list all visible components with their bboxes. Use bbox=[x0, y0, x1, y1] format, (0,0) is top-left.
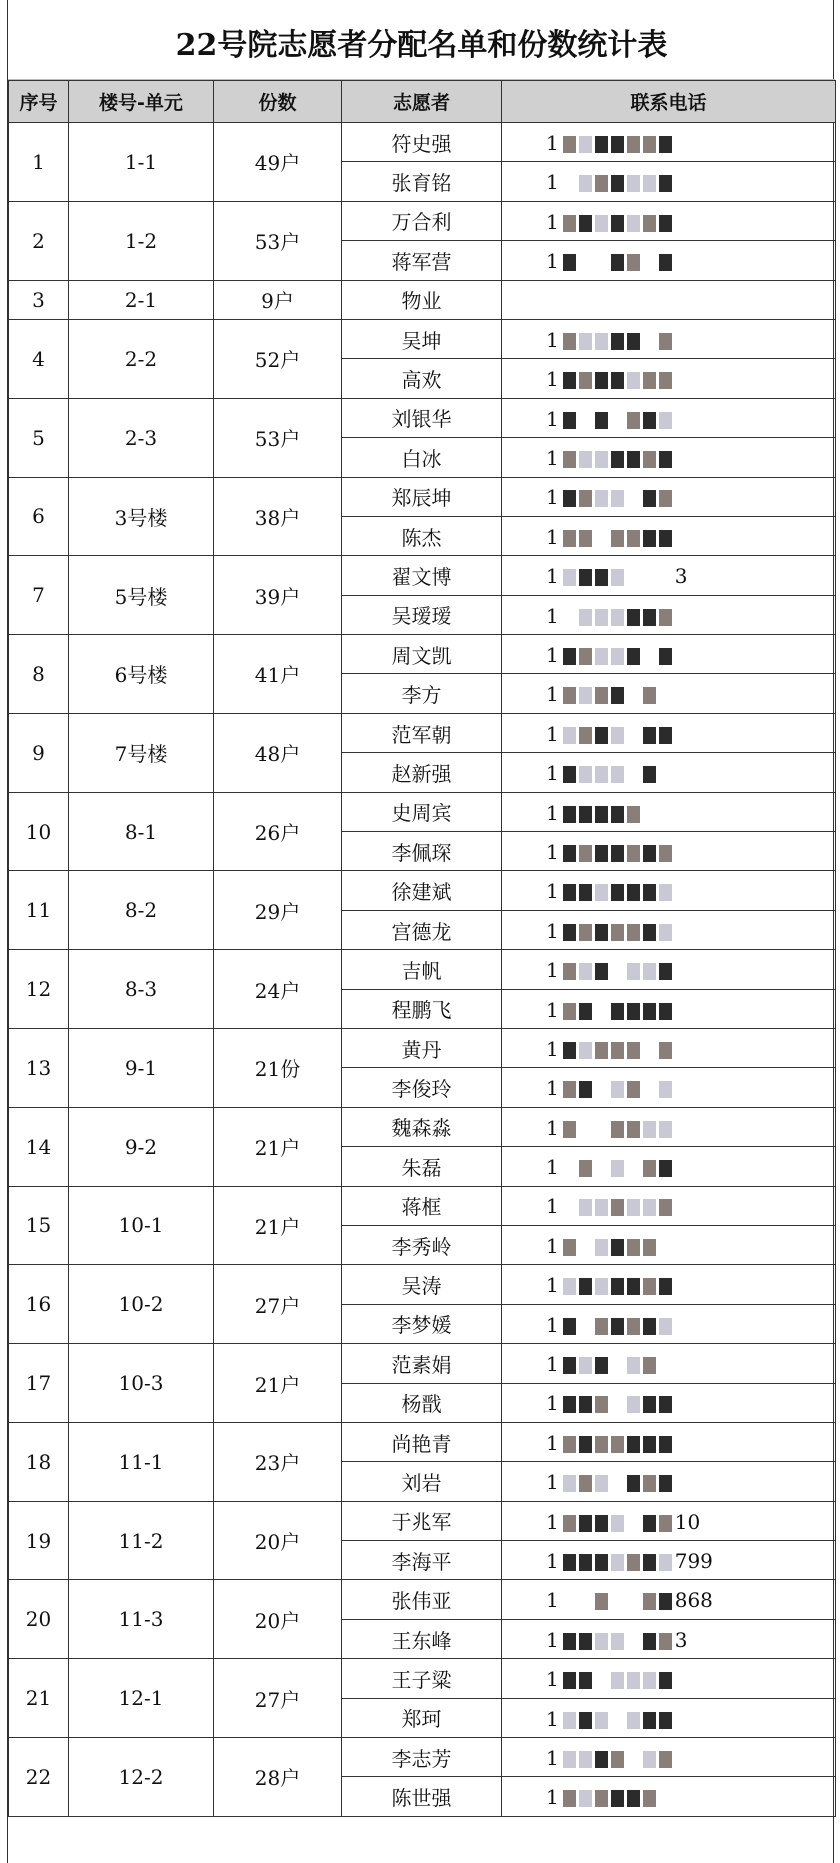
row-building: 3号楼 bbox=[69, 477, 214, 556]
row-count: 20户 bbox=[214, 1580, 342, 1659]
phone-redaction bbox=[563, 1785, 675, 1809]
volunteer-name: 李秀岭 bbox=[342, 1225, 502, 1264]
phone-leading-digit: 1 bbox=[546, 524, 559, 549]
phone-leading-digit: 1 bbox=[546, 446, 559, 471]
phone-leading-digit: 1 bbox=[546, 800, 559, 825]
row-building: 2-3 bbox=[69, 398, 214, 477]
row-building: 2-1 bbox=[69, 280, 214, 319]
phone-leading-digit: 1 bbox=[546, 721, 559, 746]
phone-redaction bbox=[563, 998, 675, 1022]
phone-cell bbox=[502, 1383, 836, 1422]
volunteer-name: 李佩琛 bbox=[342, 832, 502, 871]
row-building: 10-1 bbox=[69, 1186, 214, 1265]
phone-leading-digit: 1 bbox=[546, 879, 559, 904]
header-count: 份数 bbox=[214, 81, 342, 123]
row-building: 8-1 bbox=[69, 792, 214, 871]
phone-redaction bbox=[563, 485, 675, 509]
phone-leading-digit: 1 bbox=[546, 1352, 559, 1377]
volunteer-name: 刘银华 bbox=[342, 398, 502, 437]
header-volunteer: 志愿者 bbox=[342, 81, 502, 123]
volunteer-name: 周文凯 bbox=[342, 635, 502, 674]
header-phone: 联系电话 bbox=[502, 81, 836, 123]
table-row bbox=[9, 1422, 836, 1461]
volunteer-table-wrapper bbox=[8, 80, 835, 1817]
volunteer-name: 物业 bbox=[342, 280, 502, 319]
phone-leading-digit: 1 bbox=[546, 1036, 559, 1061]
volunteer-name: 李海平 bbox=[342, 1541, 502, 1580]
row-count: 21户 bbox=[214, 1107, 342, 1186]
phone-redaction bbox=[563, 722, 675, 746]
phone-redaction bbox=[563, 1076, 675, 1100]
row-index: 21 bbox=[9, 1659, 69, 1738]
phone-cell bbox=[502, 1659, 836, 1698]
row-building: 7号楼 bbox=[69, 713, 214, 792]
row-index: 19 bbox=[9, 1501, 69, 1580]
phone-cell bbox=[502, 438, 836, 477]
row-building: 11-1 bbox=[69, 1422, 214, 1501]
phone-redaction bbox=[563, 1549, 675, 1573]
row-index: 12 bbox=[9, 950, 69, 1029]
phone-leading-digit: 1 bbox=[546, 643, 559, 668]
phone-cell bbox=[502, 1422, 836, 1461]
header-row bbox=[9, 81, 836, 123]
table-row bbox=[9, 1580, 836, 1619]
phone-cell bbox=[502, 792, 836, 831]
volunteer-name: 陈世强 bbox=[342, 1777, 502, 1816]
phone-cell bbox=[502, 1344, 836, 1383]
phone-visible-suffix: 3 bbox=[674, 1627, 688, 1652]
phone-redaction bbox=[563, 1431, 675, 1455]
phone-redaction bbox=[563, 328, 675, 352]
row-count: 48户 bbox=[214, 713, 342, 792]
phone-cell bbox=[502, 516, 836, 555]
row-index: 17 bbox=[9, 1344, 69, 1423]
phone-cell bbox=[502, 1186, 836, 1225]
phone-redaction bbox=[563, 1667, 675, 1691]
volunteer-name: 高欢 bbox=[342, 359, 502, 398]
phone-visible-suffix: 10 bbox=[674, 1509, 701, 1534]
phone-leading-digit: 1 bbox=[546, 761, 559, 786]
phone-leading-digit: 1 bbox=[546, 1430, 559, 1455]
phone-leading-digit: 1 bbox=[546, 1233, 559, 1258]
phone-leading-digit: 1 bbox=[546, 327, 559, 352]
row-count: 27户 bbox=[214, 1265, 342, 1344]
row-index: 16 bbox=[9, 1265, 69, 1344]
row-count: 24户 bbox=[214, 950, 342, 1029]
phone-cell bbox=[502, 162, 836, 201]
row-index: 1 bbox=[9, 123, 69, 202]
phone-redaction bbox=[563, 840, 675, 864]
phone-redaction bbox=[563, 210, 675, 234]
phone-cell bbox=[502, 950, 836, 989]
row-building: 9-2 bbox=[69, 1107, 214, 1186]
phone-cell bbox=[502, 1777, 836, 1816]
table-row bbox=[9, 1738, 836, 1777]
phone-cell bbox=[502, 635, 836, 674]
row-index: 3 bbox=[9, 280, 69, 319]
row-index: 2 bbox=[9, 201, 69, 280]
volunteer-name: 王东峰 bbox=[342, 1619, 502, 1658]
phone-redaction bbox=[563, 643, 675, 667]
phone-cell bbox=[502, 123, 836, 162]
volunteer-name: 白冰 bbox=[342, 438, 502, 477]
row-building: 8-3 bbox=[69, 950, 214, 1029]
phone-redaction bbox=[563, 879, 675, 903]
phone-cell bbox=[502, 989, 836, 1028]
phone-cell bbox=[502, 1028, 836, 1067]
row-count: 53户 bbox=[214, 201, 342, 280]
phone-leading-digit: 1 bbox=[546, 1194, 559, 1219]
phone-cell bbox=[502, 398, 836, 437]
header-building: 楼号-单元 bbox=[69, 81, 214, 123]
phone-redaction bbox=[563, 1194, 675, 1218]
table-row bbox=[9, 792, 836, 831]
row-building: 11-3 bbox=[69, 1580, 214, 1659]
phone-redaction bbox=[563, 131, 675, 155]
table-row bbox=[9, 398, 836, 437]
phone-leading-digit: 1 bbox=[546, 1588, 559, 1613]
volunteer-name: 翟文博 bbox=[342, 556, 502, 595]
row-index: 4 bbox=[9, 319, 69, 398]
row-building: 12-2 bbox=[69, 1738, 214, 1817]
phone-leading-digit: 1 bbox=[546, 170, 559, 195]
volunteer-name: 蒋军营 bbox=[342, 241, 502, 280]
table-row bbox=[9, 1107, 836, 1146]
phone-cell bbox=[502, 280, 836, 319]
phone-cell bbox=[502, 1265, 836, 1304]
table-row bbox=[9, 201, 836, 240]
volunteer-name: 吴坤 bbox=[342, 319, 502, 358]
phone-visible-suffix: 868 bbox=[674, 1588, 713, 1613]
phone-leading-digit: 1 bbox=[546, 1745, 559, 1770]
phone-cell bbox=[502, 1580, 836, 1619]
row-count: 20户 bbox=[214, 1501, 342, 1580]
row-index: 22 bbox=[9, 1738, 69, 1817]
row-index: 6 bbox=[9, 477, 69, 556]
phone-leading-digit: 1 bbox=[546, 249, 559, 274]
volunteer-name: 宫德龙 bbox=[342, 910, 502, 949]
phone-leading-digit: 1 bbox=[546, 1076, 559, 1101]
phone-cell bbox=[502, 1225, 836, 1264]
phone-redaction bbox=[563, 1234, 675, 1258]
volunteer-name: 于兆军 bbox=[342, 1501, 502, 1540]
phone-redaction bbox=[563, 604, 675, 628]
table-body bbox=[9, 123, 836, 1817]
phone-redaction bbox=[563, 1628, 675, 1652]
phone-redaction bbox=[563, 1510, 675, 1534]
table-row bbox=[9, 1659, 836, 1698]
phone-redaction bbox=[563, 1707, 675, 1731]
row-index: 5 bbox=[9, 398, 69, 477]
phone-redaction bbox=[563, 1037, 675, 1061]
volunteer-name: 张育铭 bbox=[342, 162, 502, 201]
table-row bbox=[9, 1186, 836, 1225]
phone-leading-digit: 1 bbox=[546, 406, 559, 431]
phone-visible-suffix: 799 bbox=[674, 1549, 713, 1573]
volunteer-name: 尚艳青 bbox=[342, 1422, 502, 1461]
phone-leading-digit: 1 bbox=[546, 1273, 559, 1298]
phone-leading-digit: 1 bbox=[546, 839, 559, 864]
table-row bbox=[9, 1265, 836, 1304]
volunteer-name: 郑辰坤 bbox=[342, 477, 502, 516]
phone-redaction bbox=[563, 170, 675, 194]
table-row bbox=[9, 319, 836, 358]
row-building: 12-1 bbox=[69, 1659, 214, 1738]
phone-redaction bbox=[563, 761, 675, 785]
row-count: 9户 bbox=[214, 280, 342, 319]
phone-cell bbox=[502, 1107, 836, 1146]
phone-redaction bbox=[563, 801, 675, 825]
phone-cell bbox=[502, 832, 836, 871]
phone-leading-digit: 1 bbox=[546, 1667, 559, 1692]
header-index: 序号 bbox=[9, 81, 69, 123]
row-index: 18 bbox=[9, 1422, 69, 1501]
volunteer-name: 魏森淼 bbox=[342, 1107, 502, 1146]
phone-leading-digit: 1 bbox=[546, 1509, 559, 1534]
table-row bbox=[9, 1344, 836, 1383]
phone-leading-digit: 1 bbox=[546, 1155, 559, 1180]
volunteer-name: 万合利 bbox=[342, 201, 502, 240]
row-count: 49户 bbox=[214, 123, 342, 202]
phone-cell bbox=[502, 1501, 836, 1540]
phone-cell bbox=[502, 1541, 836, 1580]
phone-cell bbox=[502, 713, 836, 752]
phone-redaction bbox=[563, 446, 675, 470]
phone-leading-digit: 1 bbox=[546, 209, 559, 234]
phone-redaction bbox=[563, 1470, 675, 1494]
row-index: 20 bbox=[9, 1580, 69, 1659]
phone-leading-digit: 1 bbox=[546, 1115, 559, 1140]
phone-leading-digit: 1 bbox=[546, 1391, 559, 1416]
row-building: 10-3 bbox=[69, 1344, 214, 1423]
phone-leading-digit: 1 bbox=[546, 1627, 559, 1652]
phone-leading-digit: 1 bbox=[546, 564, 559, 589]
table-row bbox=[9, 713, 836, 752]
phone-cell bbox=[502, 1147, 836, 1186]
row-count: 52户 bbox=[214, 319, 342, 398]
volunteer-name: 范素娟 bbox=[342, 1344, 502, 1383]
volunteer-name: 程鹏飞 bbox=[342, 989, 502, 1028]
row-index: 9 bbox=[9, 713, 69, 792]
phone-redaction bbox=[563, 525, 675, 549]
phone-cell bbox=[502, 477, 836, 516]
phone-redaction bbox=[563, 1273, 675, 1297]
volunteer-name: 张伟亚 bbox=[342, 1580, 502, 1619]
phone-leading-digit: 1 bbox=[546, 485, 559, 510]
row-index: 7 bbox=[9, 556, 69, 635]
phone-redaction bbox=[563, 1352, 675, 1376]
phone-cell bbox=[502, 201, 836, 240]
volunteer-name: 吴瑷瑷 bbox=[342, 595, 502, 634]
volunteer-name: 陈杰 bbox=[342, 516, 502, 555]
phone-cell bbox=[502, 595, 836, 634]
row-building: 10-2 bbox=[69, 1265, 214, 1344]
row-building: 8-2 bbox=[69, 871, 214, 950]
phone-redaction bbox=[563, 1391, 675, 1415]
volunteer-name: 李梦媛 bbox=[342, 1304, 502, 1343]
table-row bbox=[9, 556, 836, 595]
phone-leading-digit: 1 bbox=[546, 682, 559, 707]
phone-redaction bbox=[563, 1588, 675, 1612]
phone-cell bbox=[502, 1619, 836, 1658]
phone-leading-digit: 1 bbox=[546, 997, 559, 1022]
phone-redaction bbox=[563, 249, 675, 273]
phone-cell bbox=[502, 1462, 836, 1501]
volunteer-name: 吉帆 bbox=[342, 950, 502, 989]
volunteer-name: 郑珂 bbox=[342, 1698, 502, 1737]
phone-leading-digit: 1 bbox=[546, 1785, 559, 1810]
phone-leading-digit: 1 bbox=[546, 130, 559, 155]
phone-leading-digit: 1 bbox=[546, 958, 559, 983]
table-row bbox=[9, 1501, 836, 1540]
phone-redaction bbox=[563, 919, 675, 943]
row-count: 28户 bbox=[214, 1738, 342, 1817]
row-building: 1-2 bbox=[69, 201, 214, 280]
table-row bbox=[9, 871, 836, 910]
row-count: 21户 bbox=[214, 1344, 342, 1423]
row-count: 27户 bbox=[214, 1659, 342, 1738]
volunteer-name: 王子粱 bbox=[342, 1659, 502, 1698]
phone-cell bbox=[502, 319, 836, 358]
volunteer-name: 李志芳 bbox=[342, 1738, 502, 1777]
sheet-title: 22号院志愿者分配名单和份数统计表 bbox=[8, 0, 835, 80]
row-count: 38户 bbox=[214, 477, 342, 556]
phone-leading-digit: 1 bbox=[546, 1470, 559, 1495]
row-index: 15 bbox=[9, 1186, 69, 1265]
row-building: 9-1 bbox=[69, 1028, 214, 1107]
phone-redaction bbox=[563, 407, 675, 431]
volunteer-name: 史周宾 bbox=[342, 792, 502, 831]
volunteer-name: 符史强 bbox=[342, 123, 502, 162]
volunteer-name: 赵新强 bbox=[342, 753, 502, 792]
volunteer-name: 吴涛 bbox=[342, 1265, 502, 1304]
volunteer-name: 刘岩 bbox=[342, 1462, 502, 1501]
phone-cell bbox=[502, 1698, 836, 1737]
row-index: 10 bbox=[9, 792, 69, 871]
table-row bbox=[9, 635, 836, 674]
phone-visible-suffix: 3 bbox=[674, 564, 688, 589]
phone-leading-digit: 1 bbox=[546, 1312, 559, 1337]
table-row bbox=[9, 950, 836, 989]
phone-cell bbox=[502, 241, 836, 280]
phone-redaction bbox=[563, 1313, 675, 1337]
volunteer-name: 蒋框 bbox=[342, 1186, 502, 1225]
phone-cell bbox=[502, 1068, 836, 1107]
row-building: 2-2 bbox=[69, 319, 214, 398]
phone-cell bbox=[502, 556, 836, 595]
phone-leading-digit: 1 bbox=[546, 367, 559, 392]
table-row bbox=[9, 1028, 836, 1067]
volunteer-name: 李方 bbox=[342, 674, 502, 713]
row-count: 23户 bbox=[214, 1422, 342, 1501]
phone-redaction bbox=[563, 682, 675, 706]
row-index: 14 bbox=[9, 1107, 69, 1186]
phone-cell bbox=[502, 1304, 836, 1343]
phone-redaction bbox=[563, 367, 675, 391]
phone-leading-digit: 1 bbox=[546, 603, 559, 628]
phone-redaction bbox=[563, 958, 675, 982]
phone-redaction bbox=[563, 1155, 675, 1179]
row-building: 5号楼 bbox=[69, 556, 214, 635]
volunteer-name: 杨戬 bbox=[342, 1383, 502, 1422]
table-row bbox=[9, 477, 836, 516]
row-count: 26户 bbox=[214, 792, 342, 871]
row-count: 21份 bbox=[214, 1028, 342, 1107]
phone-cell bbox=[502, 753, 836, 792]
phone-leading-digit: 1 bbox=[546, 1549, 559, 1573]
row-index: 11 bbox=[9, 871, 69, 950]
row-count: 29户 bbox=[214, 871, 342, 950]
table-row bbox=[9, 123, 836, 162]
row-count: 39户 bbox=[214, 556, 342, 635]
phone-leading-digit: 1 bbox=[546, 918, 559, 943]
volunteer-name: 徐建斌 bbox=[342, 871, 502, 910]
volunteer-table bbox=[8, 80, 836, 1817]
row-count: 53户 bbox=[214, 398, 342, 477]
phone-cell bbox=[502, 359, 836, 398]
phone-cell bbox=[502, 674, 836, 713]
row-count: 41户 bbox=[214, 635, 342, 714]
row-index: 13 bbox=[9, 1028, 69, 1107]
phone-redaction bbox=[563, 1116, 675, 1140]
volunteer-name: 朱磊 bbox=[342, 1147, 502, 1186]
volunteer-name: 黄丹 bbox=[342, 1028, 502, 1067]
phone-cell bbox=[502, 1738, 836, 1777]
statistics-sheet bbox=[7, 0, 834, 1863]
row-building: 1-1 bbox=[69, 123, 214, 202]
volunteer-name: 范军朝 bbox=[342, 713, 502, 752]
phone-redaction bbox=[563, 1746, 675, 1770]
row-building: 11-2 bbox=[69, 1501, 214, 1580]
phone-cell bbox=[502, 910, 836, 949]
phone-cell bbox=[502, 871, 836, 910]
phone-leading-digit: 1 bbox=[546, 1706, 559, 1731]
phone-redaction bbox=[563, 564, 675, 588]
row-index: 8 bbox=[9, 635, 69, 714]
volunteer-name: 李俊玲 bbox=[342, 1068, 502, 1107]
row-count: 21户 bbox=[214, 1186, 342, 1265]
row-building: 6号楼 bbox=[69, 635, 214, 714]
